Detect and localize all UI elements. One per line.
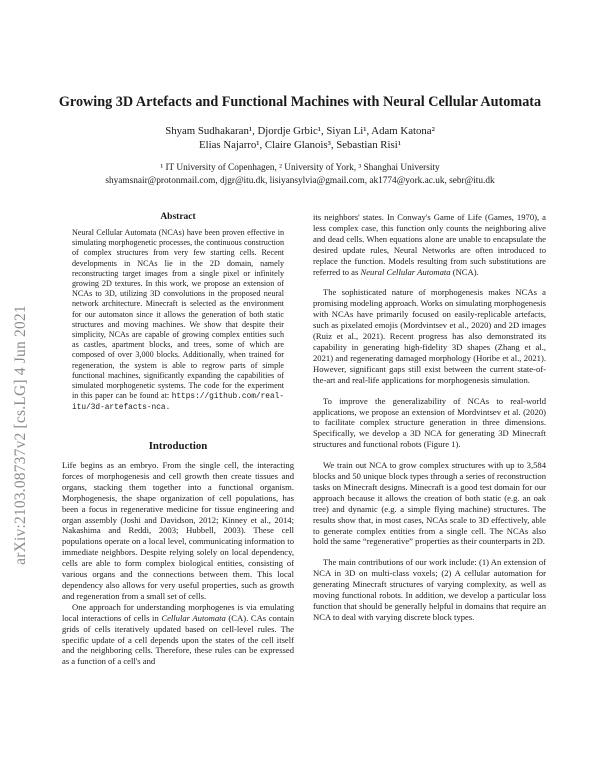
authors-line-2: Elias Najarro¹, Claire Glanois³, Sebastian Risi¹ [199, 139, 401, 151]
paper-title: Growing 3D Artefacts and Functional Machines with Neural Cellular Automata [58, 94, 542, 110]
right-paragraph-4: We train out NCA to grow complex structures with up to 3,584 blocks and 50 unique block types through a series of reconstruction tasks on Minecraft designs. Minecraft is a good test domain for our approach because it allows the creation of both static (e.g. an oak tree) and dynamic (e.g. a simple flying machine) structures. The results show that, in most cases, NCAs scale to 3D effectively, able to generate complex entities from a single cell. The NCAs also hold the same “regenerative” properties as their counterparts in 2D. [313, 460, 546, 547]
affiliations-block [60, 162, 540, 188]
authors [80, 124, 520, 152]
intro-paragraph-1: Life begins as an embryo. From the single cell, the interacting forces of morphogenesis and cell growth then create tissues and organs, stacking them together into a functional organism. Morphogenesis, the shape organization of cell populations, has been a focus in regenerative medicine for tissue engineering and organ assembly (Joshi and Davidson, 2012; Kinney et al., 2014; Nakashima and Reddi, 2003; Hubbell, 2003). These cell populations operate on a local level, communicating information to immediate neighbors. Despite relying solely on local dependency, cells are able to form complex biological entities, consisting of various organs and the connections between them. This local dependency also allows for very useful properties, such as growth and regeneration from a small set of cells. [62, 460, 294, 601]
intro-paragraph-2: One approach for understanding morphogenes is via emulating local interactions of cells in Cellular Automata (CA). CAs contain grids of cells iteratively updated based on cell-level rules. The specific update of a cell depends upon the states of the cell itself and the neighboring cells. Therefore, these rules can be expressed as a function of a cell's and [62, 601, 294, 667]
abstract-text: Neural Cellular Automata (NCAs) have been proven effective in simulating morphogenetic processes, the continuous construction of complex structures from very few starting cells. Recent developments in NCAs lie in the 2D domain, namely reconstructing target images from a single pixel or infinitely growing 2D textures. In this work, we propose an extension of NCAs to 3D, utilizing 3D convolutions in the proposed neural network architecture. Minecraft is selected as the environment for our automaton since it allows the generation of both static structures and moving machines. We show that despite their simplicity, NCAs are capable of growing complex entities such as castles, apartment blocks, and trees, some of which are composed of over 3,000 blocks. Additionally, when trained for regeneration, the system is able to regrow parts of simple functional machines, significantly expanding the capabilities of simulated morphogenetic systems. The code for the experiment in this paper can be found at: [72, 228, 284, 401]
intro-heading-wrap [62, 440, 294, 452]
affiliations: ¹ IT University of Copenhagen, ² University of York, ³ Shanghai University [160, 163, 440, 173]
code-link[interactable]: https://github.com/real-itu/3d-artefacts-nca. [72, 393, 284, 413]
right-paragraph-1: its neighbors' states. In Conway's Game of Life (Games, 1970), a less complex case, this function only counts the neighboring alive and dead cells. When equations alone are unable to encapsulate the desired update rules, Neural Networks are often introduced to replace the function. Models resulting from such substitutions are referred to as Neural Cellular Automata (NCA). [313, 212, 546, 277]
abstract-heading: Abstract [160, 212, 196, 222]
right-paragraph-2: The sophisticated nature of morphogenesis makes NCAs a promising modeling approach. Works on simulating morphogenesis with NCAs have primarily focused on easily-replicable artefacts, such as pixelated emojis (Mordvintsev et al., 2020) and 2D images (Ruiz et al., 2021). Recent progress has also demonstrated its capability in generating high-fidelity 3D shapes (Zhang et al., 2021) and regenerating damaged morphology (Horibe et al., 2021). However, significant gaps still exist between the current state-of-the-art and real-life applications for morphogenesis simulation. [313, 287, 546, 385]
intro-heading: Introduction [148, 440, 208, 452]
right-paragraph-5: The main contributions of our work include: (1) An extension of NCA in 3D on multi-class voxels; (2) A cellular automation for generating Minecraft structures of varying complexity, as well as moving functional robots. In addition, we develop a particular loss function that should be generally helpful in domains that require an NCA to deal with varying discrete block types. [313, 557, 546, 622]
right-paragraph-3: To improve the generalizability of NCAs to real-world applications, we propose an extension of Mordvintsev et al. (2020) to facilitate complex structure generation in three dimensions. Specifically, we develop a 3D NCA for generating 3D Minecraft structures and functional robots (Figure 1). [313, 395, 546, 450]
emails: shyamsnair@protonmail.com, djgr@itu.dk, lisiyansylvia@gmail.com, ak1774@york.ac.uk, sebr@itu.dk [105, 176, 495, 186]
left-column [62, 460, 294, 667]
authors-line-1: Shyam Sudhakaran¹, Djordje Grbic¹, Siyan Li¹, Adam Katona² [165, 125, 435, 137]
abstract [72, 228, 284, 414]
right-column [313, 212, 546, 623]
arxiv-stamp: arXiv:2103.08737v2 [cs.LG] 4 Jun 2021 [12, 305, 29, 565]
